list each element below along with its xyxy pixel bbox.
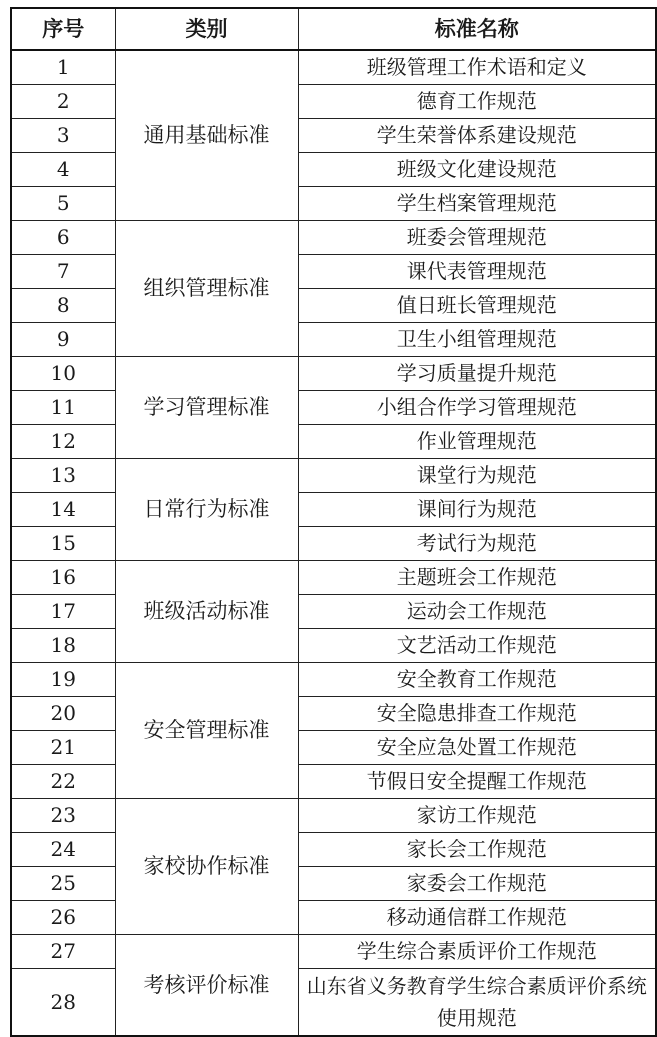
row-number: 6 — [11, 221, 115, 255]
table-row — [11, 833, 656, 867]
table-row — [11, 391, 656, 425]
category-cell: 通用基础标准 — [115, 50, 298, 221]
row-number: 2 — [11, 85, 115, 119]
table-row — [11, 561, 656, 595]
standard-name: 值日班长管理规范 — [298, 289, 656, 323]
standard-name: 移动通信群工作规范 — [298, 901, 656, 935]
table-row — [11, 731, 656, 765]
row-number: 24 — [11, 833, 115, 867]
table-row — [11, 425, 656, 459]
row-number: 21 — [11, 731, 115, 765]
table-row — [11, 221, 656, 255]
row-number: 25 — [11, 867, 115, 901]
table-row — [11, 765, 656, 799]
standard-name: 学生综合素质评价工作规范 — [298, 935, 656, 969]
standard-name: 主题班会工作规范 — [298, 561, 656, 595]
row-number: 9 — [11, 323, 115, 357]
row-number: 19 — [11, 663, 115, 697]
row-number: 3 — [11, 119, 115, 153]
table-header-row — [11, 8, 656, 50]
row-number: 18 — [11, 629, 115, 663]
row-number: 5 — [11, 187, 115, 221]
table-row — [11, 969, 656, 1037]
table-row — [11, 901, 656, 935]
table-row — [11, 493, 656, 527]
category-cell: 考核评价标准 — [115, 935, 298, 1037]
row-number: 7 — [11, 255, 115, 289]
header-name: 标准名称 — [298, 8, 656, 50]
category-cell: 家校协作标准 — [115, 799, 298, 935]
standard-name: 学生档案管理规范 — [298, 187, 656, 221]
row-number: 27 — [11, 935, 115, 969]
standard-name: 文艺活动工作规范 — [298, 629, 656, 663]
standard-name: 班级文化建设规范 — [298, 153, 656, 187]
category-cell: 安全管理标准 — [115, 663, 298, 799]
standard-name: 课堂行为规范 — [298, 459, 656, 493]
category-cell: 班级活动标准 — [115, 561, 298, 663]
row-number: 16 — [11, 561, 115, 595]
table-row — [11, 663, 656, 697]
table-row — [11, 50, 656, 85]
standard-name: 家访工作规范 — [298, 799, 656, 833]
table-row — [11, 595, 656, 629]
standard-name: 卫生小组管理规范 — [298, 323, 656, 357]
standard-name: 班委会管理规范 — [298, 221, 656, 255]
table-body — [11, 50, 656, 1036]
row-number: 28 — [11, 969, 115, 1037]
standard-name: 学生荣誉体系建设规范 — [298, 119, 656, 153]
row-number: 4 — [11, 153, 115, 187]
category-cell: 学习管理标准 — [115, 357, 298, 459]
row-number: 20 — [11, 697, 115, 731]
standard-name: 安全隐患排查工作规范 — [298, 697, 656, 731]
standard-name: 小组合作学习管理规范 — [298, 391, 656, 425]
row-number: 15 — [11, 527, 115, 561]
row-number: 12 — [11, 425, 115, 459]
table-row — [11, 187, 656, 221]
standards-table-frame — [10, 7, 655, 1037]
table-row — [11, 119, 656, 153]
standard-name: 运动会工作规范 — [298, 595, 656, 629]
row-number: 8 — [11, 289, 115, 323]
table-row — [11, 527, 656, 561]
table-row — [11, 255, 656, 289]
table-row — [11, 357, 656, 391]
table-row — [11, 85, 656, 119]
standard-name: 家长会工作规范 — [298, 833, 656, 867]
table-row — [11, 867, 656, 901]
standard-name: 安全应急处置工作规范 — [298, 731, 656, 765]
row-number: 26 — [11, 901, 115, 935]
table-row — [11, 289, 656, 323]
standard-name: 节假日安全提醒工作规范 — [298, 765, 656, 799]
standard-name: 家委会工作规范 — [298, 867, 656, 901]
row-number: 22 — [11, 765, 115, 799]
standard-name: 考试行为规范 — [298, 527, 656, 561]
standards-table — [10, 7, 657, 1037]
standard-name: 安全教育工作规范 — [298, 663, 656, 697]
row-number: 1 — [11, 50, 115, 85]
category-cell: 日常行为标准 — [115, 459, 298, 561]
table-row — [11, 153, 656, 187]
table-row — [11, 459, 656, 493]
row-number: 23 — [11, 799, 115, 833]
row-number: 14 — [11, 493, 115, 527]
standard-name: 课代表管理规范 — [298, 255, 656, 289]
standard-name: 德育工作规范 — [298, 85, 656, 119]
row-number: 13 — [11, 459, 115, 493]
row-number: 17 — [11, 595, 115, 629]
header-category: 类别 — [115, 8, 298, 50]
standard-name: 课间行为规范 — [298, 493, 656, 527]
row-number: 10 — [11, 357, 115, 391]
table-row — [11, 629, 656, 663]
table-row — [11, 323, 656, 357]
category-cell: 组织管理标准 — [115, 221, 298, 357]
standard-name: 作业管理规范 — [298, 425, 656, 459]
table-row — [11, 935, 656, 969]
standard-name: 学习质量提升规范 — [298, 357, 656, 391]
standard-name: 山东省义务教育学生综合素质评价系统使用规范 — [298, 969, 656, 1037]
table-row — [11, 697, 656, 731]
table-row — [11, 799, 656, 833]
row-number: 11 — [11, 391, 115, 425]
standard-name: 班级管理工作术语和定义 — [298, 50, 656, 85]
header-num: 序号 — [11, 8, 115, 50]
